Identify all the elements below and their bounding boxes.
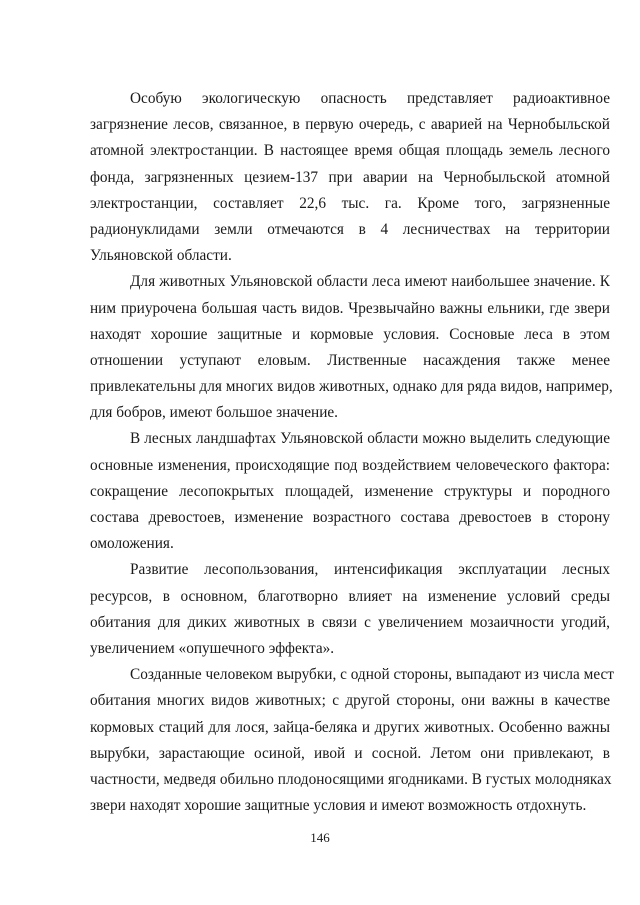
paragraph-forests-for-animals (90, 269, 613, 426)
text-line: вырубки, зарастающие осиной, ивой и сосной. Летом они привлекают, в (90, 744, 610, 762)
paragraph-landscape-changes (90, 426, 610, 557)
text-line: увеличением «опушечного эффекта». (90, 639, 335, 657)
text-line: состава древостоев, изменение возрастного состава древостоев в сторону (90, 509, 610, 526)
text-line: ресурсов, в основном, благотворно влияет на изменение условий среды (90, 587, 610, 605)
text-line: Ульяновской области. (90, 247, 232, 265)
text-line: радионуклидами земли отмечаются в 4 лесничествах на территории (90, 220, 610, 238)
text-line: Особую экологическую опасность представляет радиоактивное (130, 90, 610, 107)
text-line: отношении уступают еловым. Лиственные насаждения также менее (90, 351, 610, 369)
text-line: обитания для диких животных в связи с увеличением мозаичности угодий, (90, 613, 610, 631)
paragraph-forest-use-development (90, 557, 610, 662)
text-line: ним приурочена большая часть видов. Чрезвычайно важны ельники, где звери (90, 299, 610, 317)
text-line: обитания многих видов животных; с другой стороны, они важны в качестве (90, 692, 610, 710)
text-line: для бобров, имеют большое значение. (90, 404, 338, 422)
text-line: Развитие лесопользования, интенсификация эксплуатации лесных (130, 561, 610, 579)
text-line: омоложения. (90, 535, 174, 553)
page-number: 146 (310, 830, 330, 845)
text-line: основные изменения, происходящие под воздействием человеческого фактора: (90, 456, 610, 474)
text-line: привлекательны для многих видов животных, однако для ряда видов, например, (90, 378, 613, 396)
text-line: частности, медведя обильно плодоносящими ягодниками. В густых молодняках (90, 770, 612, 788)
text-line: Для животных Ульяновской области леса имеют наибольшее значение. К (130, 273, 610, 291)
text-line: находят хорошие защитные и кормовые условия. Сосновые леса в этом (90, 325, 610, 343)
text-line: звери находят хорошие защитные условия и имеют возможность отдохнуть. (90, 797, 587, 815)
body-text (90, 86, 614, 819)
text-line: загрязнение лесов, связанное, в первую очередь, с аварией на Чернобыльской (90, 116, 610, 134)
text-line: атомной электростанции. В настоящее время общая площадь земель лесного (90, 142, 610, 160)
text-line: кормовых стаций для лося, зайца-беляка и других животных. Особенно важны (90, 718, 610, 736)
text-line: В лесных ландшафтах Ульяновской области можно выделить следующие (130, 430, 610, 448)
text-line: фонда, загрязненных цезием-137 при аварии на Чернобыльской атомной (90, 168, 610, 186)
paragraph-radioactive-contamination (90, 86, 610, 269)
paragraph-clearings (90, 662, 614, 819)
text-line: электростанции, составляет 22,6 тыс. га. Кроме того, загрязненные (90, 194, 610, 212)
text-line: сокращение лесопокрытых площадей, изменение структуры и породного (90, 482, 610, 500)
text-line: Созданные человеком вырубки, с одной стороны, выпадают из числа мест (130, 666, 614, 684)
